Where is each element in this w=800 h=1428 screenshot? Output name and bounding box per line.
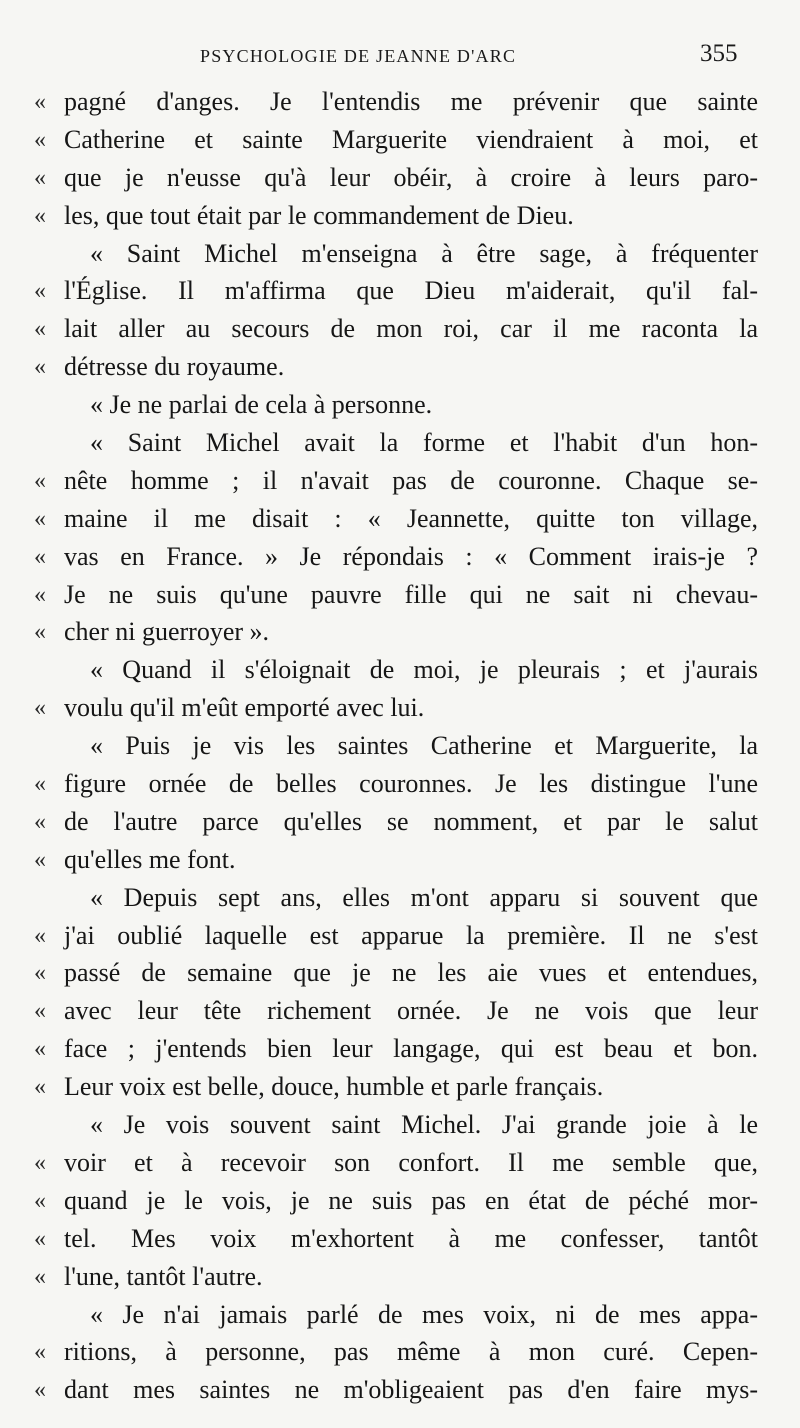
text-line bbox=[0, 954, 800, 992]
line-text: « Saint Michel avait la forme et l'habit d'un hon- bbox=[90, 428, 758, 458]
text-line bbox=[0, 1333, 800, 1371]
text-line bbox=[0, 917, 800, 955]
quote-mark: « bbox=[34, 126, 46, 153]
text-line bbox=[0, 462, 800, 500]
line-text: nête homme ; il n'avait pas de couronne. Chaque se- bbox=[64, 465, 758, 495]
quote-mark: « bbox=[34, 1149, 46, 1176]
line-text: « Puis je vis les saintes Catherine et Marguerite, la bbox=[90, 731, 758, 761]
page-number: 355 bbox=[700, 40, 738, 67]
text-line bbox=[0, 159, 800, 197]
quote-mark: « bbox=[34, 808, 46, 835]
line-text: l'Église. Il m'affirma que Dieu m'aiderait, qu'il fal- bbox=[64, 276, 758, 306]
line-text: Je ne suis qu'une pauvre fille qui ne sait ni chevau- bbox=[64, 579, 758, 609]
line-text: voir et à recevoir son confort. Il me semble que, bbox=[64, 1147, 758, 1177]
line-text: « Je vois souvent saint Michel. J'ai grande joie à le bbox=[90, 1110, 758, 1140]
line-text: maine il me disait : « Jeannette, quitte ton village, bbox=[64, 503, 758, 533]
line-text: de l'autre parce qu'elles se nomment, et par le salut bbox=[64, 806, 758, 836]
running-title: PSYCHOLOGIE DE JEANNE D'ARC bbox=[200, 46, 517, 66]
text-line bbox=[0, 424, 800, 462]
quote-mark: « bbox=[34, 278, 46, 305]
text-line bbox=[0, 992, 800, 1030]
quote-mark: « bbox=[34, 960, 46, 987]
text-line bbox=[0, 841, 800, 879]
quote-mark: « bbox=[34, 316, 46, 343]
text-line bbox=[0, 803, 800, 841]
line-text: qu'elles me font. bbox=[64, 844, 236, 874]
quote-mark: « bbox=[34, 1263, 46, 1290]
text-line bbox=[0, 1296, 800, 1334]
text-line bbox=[0, 500, 800, 538]
quote-mark: « bbox=[34, 1339, 46, 1366]
line-text: l'une, tantôt l'autre. bbox=[64, 1261, 263, 1291]
text-line bbox=[0, 576, 800, 614]
text-line bbox=[0, 1106, 800, 1144]
quote-mark: « bbox=[34, 543, 46, 570]
text-line bbox=[0, 310, 800, 348]
quote-mark: « bbox=[34, 581, 46, 608]
line-text: détresse du royaume. bbox=[64, 352, 285, 382]
text-line bbox=[0, 879, 800, 917]
quote-mark: « bbox=[34, 467, 46, 494]
line-text: « Saint Michel m'enseigna à être sage, à fréquenter bbox=[90, 238, 758, 268]
quote-mark: « bbox=[34, 998, 46, 1025]
quote-mark: « bbox=[34, 354, 46, 381]
text-line bbox=[0, 1258, 800, 1296]
text-line bbox=[0, 235, 800, 273]
quote-mark: « bbox=[34, 922, 46, 949]
line-text: dant mes saintes ne m'obligeaient pas d'en faire mys- bbox=[64, 1375, 758, 1405]
text-line bbox=[0, 386, 800, 424]
quote-mark: « bbox=[34, 202, 46, 229]
line-text: figure ornée de belles couronnes. Je les distingue l'une bbox=[64, 769, 758, 799]
line-text: les, que tout était par le commandement de Dieu. bbox=[64, 200, 574, 230]
line-text: cher ni guerroyer ». bbox=[64, 617, 270, 647]
text-line bbox=[0, 1220, 800, 1258]
text-line bbox=[0, 121, 800, 159]
line-text: « Je ne parlai de cela à personne. bbox=[90, 390, 433, 420]
quote-mark: « bbox=[34, 1225, 46, 1252]
line-text: pagné d'anges. Je l'entendis me prévenir que sainte bbox=[64, 87, 758, 116]
text-line bbox=[0, 83, 800, 121]
line-text: voulu qu'il m'eût emporté avec lui. bbox=[64, 693, 425, 723]
text-line bbox=[0, 1068, 800, 1106]
text-line bbox=[0, 1030, 800, 1068]
line-text: face ; j'entends bien leur langage, qui est beau et bon. bbox=[64, 1034, 758, 1064]
text-line bbox=[0, 651, 800, 689]
text-line bbox=[0, 1371, 800, 1409]
text-line bbox=[0, 765, 800, 803]
line-text: vas en France. » Je répondais : « Comment irais-je ? bbox=[64, 541, 758, 571]
line-text: Catherine et sainte Marguerite viendraient à moi, et bbox=[64, 124, 758, 154]
quote-mark: « bbox=[34, 771, 46, 798]
line-text: avec leur tête richement ornée. Je ne vois que leur bbox=[64, 996, 758, 1026]
line-text: Leur voix est belle, douce, humble et parle français. bbox=[64, 1072, 604, 1102]
quote-mark: « bbox=[34, 619, 46, 646]
text-line bbox=[0, 1182, 800, 1220]
text-line bbox=[0, 538, 800, 576]
text-line bbox=[0, 348, 800, 386]
running-head bbox=[0, 40, 800, 76]
quote-mark: « bbox=[34, 89, 46, 115]
quote-mark: « bbox=[34, 1187, 46, 1214]
quote-mark: « bbox=[34, 695, 46, 722]
quote-mark: « bbox=[34, 164, 46, 191]
text-line bbox=[0, 727, 800, 765]
line-text: j'ai oublié laquelle est apparue la première. Il ne s'est bbox=[64, 920, 758, 950]
quote-mark: « bbox=[34, 1036, 46, 1063]
quote-mark: « bbox=[34, 1377, 46, 1404]
quote-mark: « bbox=[34, 1074, 46, 1101]
quote-mark: « bbox=[34, 505, 46, 532]
text-line bbox=[0, 613, 800, 651]
line-text: « Depuis sept ans, elles m'ont apparu si souvent que bbox=[90, 882, 758, 912]
text-line bbox=[0, 689, 800, 727]
quote-mark: « bbox=[34, 846, 46, 873]
line-text: que je n'eusse qu'à leur obéir, à croire à leurs paro- bbox=[64, 162, 758, 192]
line-text: ritions, à personne, pas même à mon curé. Cepen- bbox=[64, 1337, 758, 1367]
text-line bbox=[0, 272, 800, 310]
body-text bbox=[0, 83, 800, 1409]
line-text: lait aller au secours de mon roi, car il me raconta la bbox=[64, 314, 758, 344]
line-text: « Quand il s'éloignait de moi, je pleurais ; et j'aurais bbox=[90, 655, 758, 685]
text-line bbox=[0, 197, 800, 235]
line-text: passé de semaine que je ne les aie vues et entendues, bbox=[64, 958, 758, 988]
line-text: « Je n'ai jamais parlé de mes voix, ni de mes appa- bbox=[90, 1299, 758, 1329]
line-text: quand je le vois, je ne suis pas en état de péché mor- bbox=[64, 1185, 758, 1215]
line-text: tel. Mes voix m'exhortent à me confesser, tantôt bbox=[64, 1223, 758, 1253]
text-line bbox=[0, 1144, 800, 1182]
